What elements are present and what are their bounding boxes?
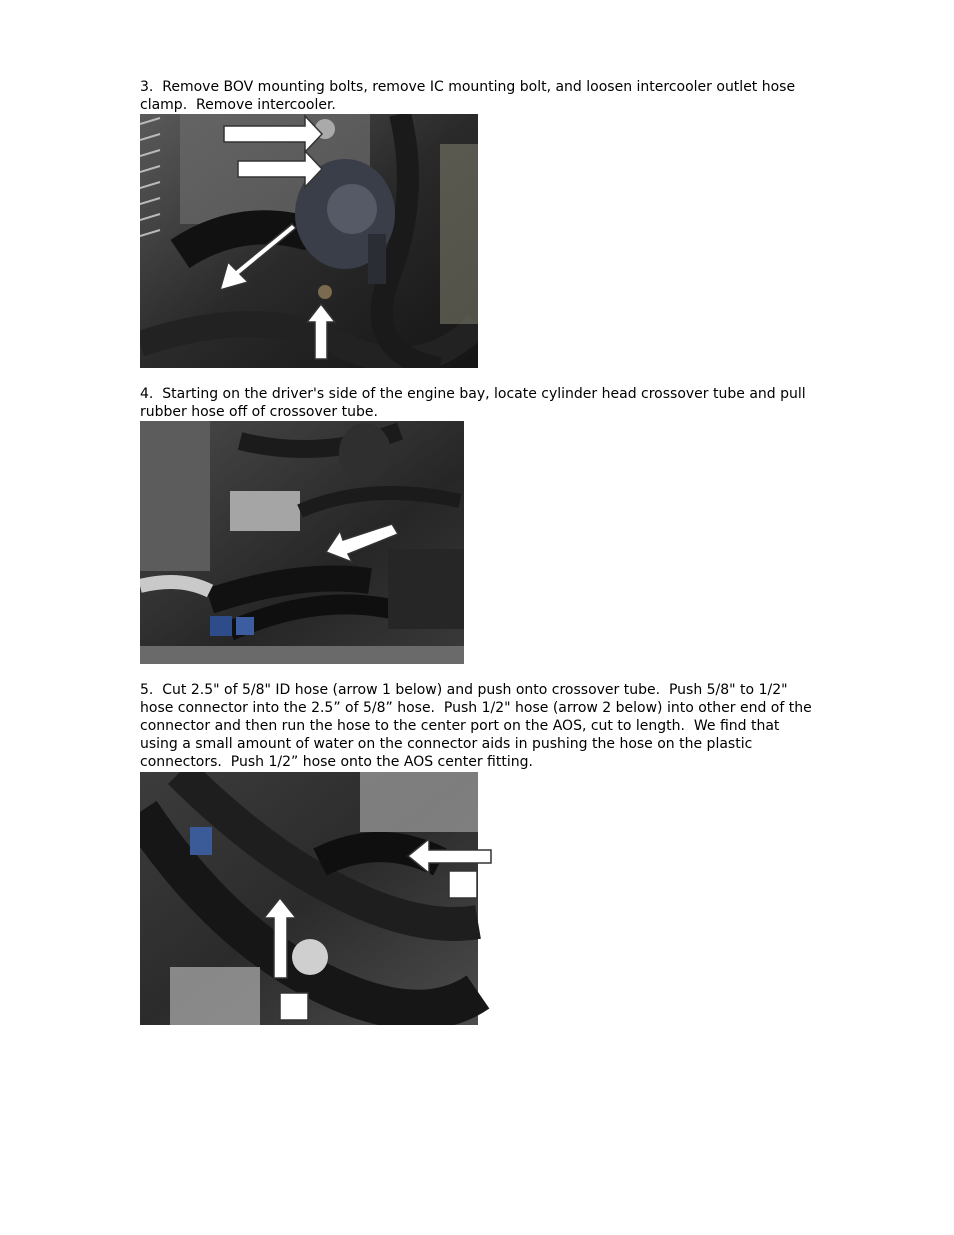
engine-photo-crossover bbox=[140, 421, 464, 664]
step-3-text: 3. Remove BOV mounting bolts, remove IC mounting bolt, and loosen intercooler outlet hose clamp. Remove intercooler. bbox=[140, 79, 800, 113]
step-4-text: 4. Starting on the driver's side of the engine bay, locate cylinder head crossover tube and pull rubber hose off of crossover tube. bbox=[140, 386, 811, 420]
engine-photo-hose bbox=[140, 772, 492, 1025]
engine-photo-bov bbox=[140, 114, 478, 368]
step-5-text: 5. Cut 2.5" of 5/8" ID hose (arrow 1 below) and push onto crossover tube. Push 5/8" to 1/2" hose connector into the 2.5” of 5/8” hose. Push 1/2" hose (arrow 2 below) into other end of the connector and then run the hose to the center port on the AOS, cut to length. We find that using a small amount of water on the connector aids in pushing the hose on the plastic connectors. Push 1/2” hose onto the AOS center fitting. bbox=[140, 682, 817, 770]
